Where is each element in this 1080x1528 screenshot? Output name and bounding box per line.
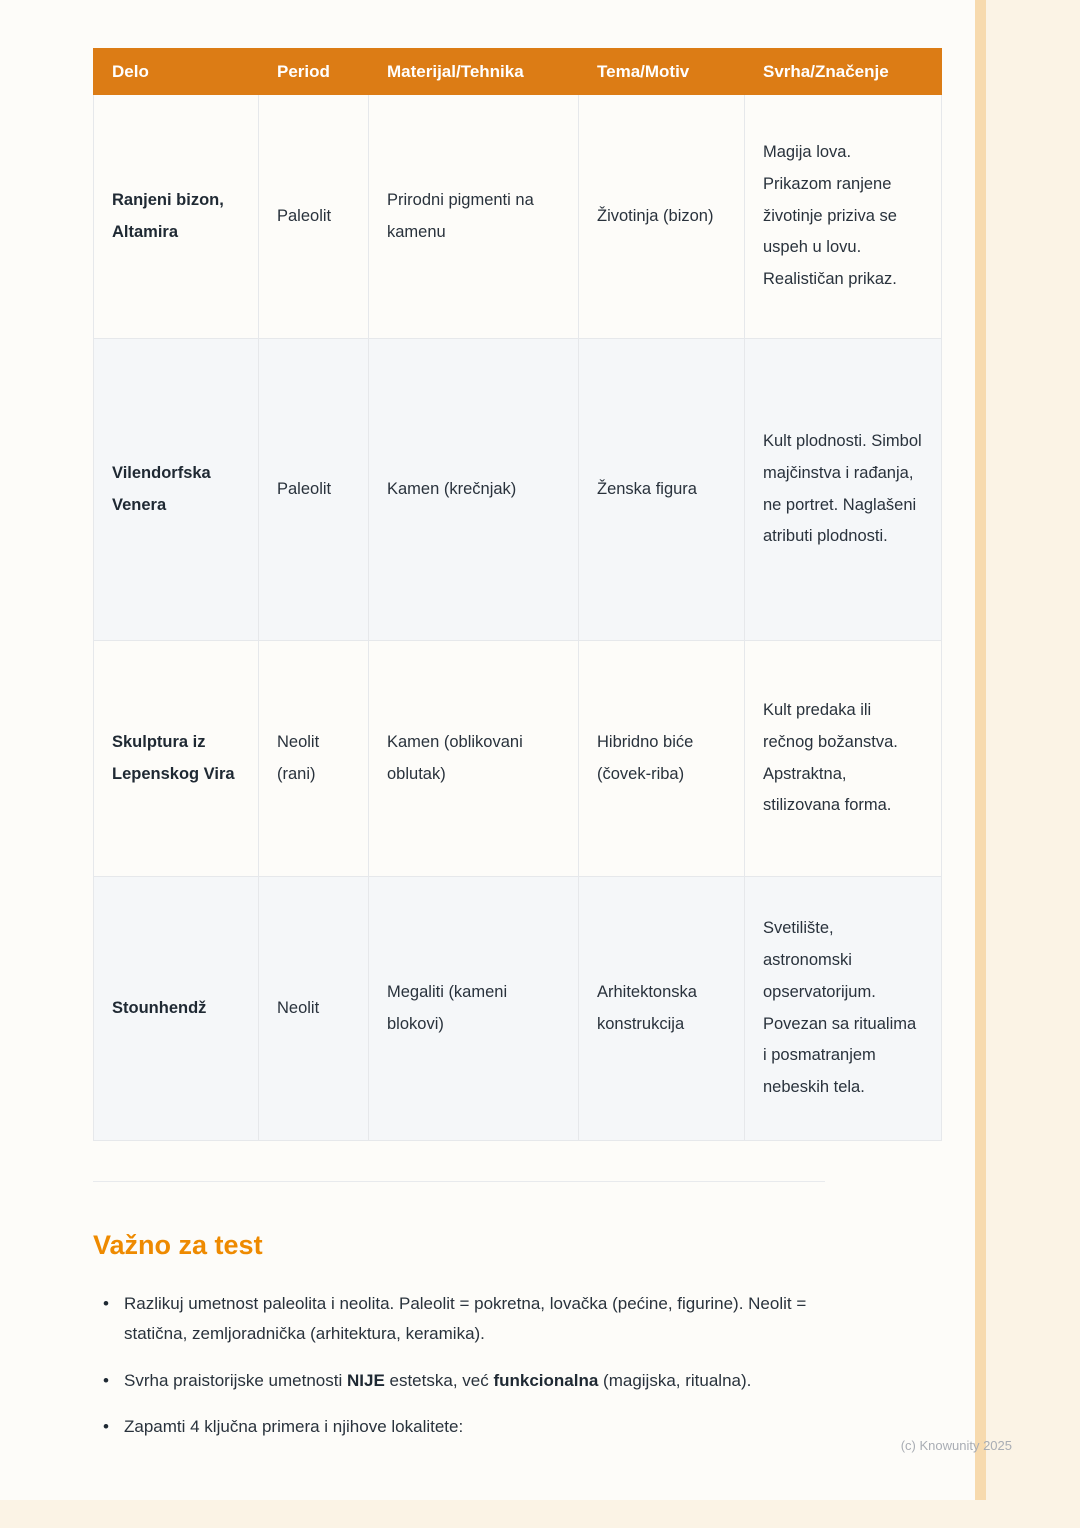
cell-delo: Skulptura iz Lepenskog Vira [94, 641, 259, 877]
table-row [94, 95, 942, 339]
section-title: Važno za test [93, 1230, 263, 1260]
cell-tema: Arhitektonska konstrukcija [579, 877, 745, 1141]
table-header-row [94, 49, 942, 95]
list-item: • Razlikuj umetnost paleolita i neolita. Paleolit = pokretna, lovačka (pećine, figurine). Neolit = statična, zemljoradnička (arhitektura, keramika). [93, 1289, 813, 1350]
column-header-period: Period [259, 49, 369, 95]
cell-svrha: Magija lova. Prikazom ranjene životinje priziva se uspeh u lovu. Realističan prikaz. [745, 95, 942, 339]
cell-period: Neolit [259, 877, 369, 1141]
list-item: • Zapamti 4 ključna primera i njihove lokalitete: [93, 1412, 813, 1442]
table-row [94, 641, 942, 877]
cell-delo: Ranjeni bizon, Altamira [94, 95, 259, 339]
cell-delo: Stounhendž [94, 877, 259, 1141]
column-header-delo: Delo [94, 49, 259, 95]
column-header-svrha: Svrha/Značenje [745, 49, 942, 95]
cell-tema: Hibridno biće (čovek-riba) [579, 641, 745, 877]
table-row [94, 339, 942, 641]
cell-svrha: Kult predaka ili rečnog božanstva. Apstraktna, stilizovana forma. [745, 641, 942, 877]
column-header-materijal: Materijal/Tehnika [369, 49, 579, 95]
decorative-stripe [975, 0, 986, 1500]
cell-delo: Vilendorfska Venera [94, 339, 259, 641]
cell-period: Paleolit [259, 339, 369, 641]
cell-tema: Ženska figura [579, 339, 745, 641]
cell-tema: Životinja (bizon) [579, 95, 745, 339]
cell-materijal: Megaliti (kameni blokovi) [369, 877, 579, 1141]
section-divider [93, 1181, 825, 1182]
cell-period: Paleolit [259, 95, 369, 339]
column-header-tema: Tema/Motiv [579, 49, 745, 95]
cell-period: Neolit (rani) [259, 641, 369, 877]
table-row [94, 877, 942, 1141]
prehistoric-art-table [93, 48, 942, 1141]
copyright-text: (c) Knowunity 2025 [900, 1438, 1012, 1453]
test-notes-list [93, 1289, 813, 1442]
document-content [93, 48, 941, 1458]
cell-materijal: Kamen (oblikovani oblutak) [369, 641, 579, 877]
cell-materijal: Kamen (krečnjak) [369, 339, 579, 641]
cell-materijal: Prirodni pigmenti na kamenu [369, 95, 579, 339]
cell-svrha: Kult plodnosti. Simbol majčinstva i rađanja, ne portret. Naglašeni atributi plodnosti. [745, 339, 942, 641]
list-item: • Svrha praistorijske umetnosti NIJE estetska, već funkcionalna (magijska, ritualna). [93, 1366, 813, 1396]
cell-svrha: Svetilište, astronomski opservatorijum. Povezan sa ritualima i posmatranjem nebeskih tela. [745, 877, 942, 1141]
